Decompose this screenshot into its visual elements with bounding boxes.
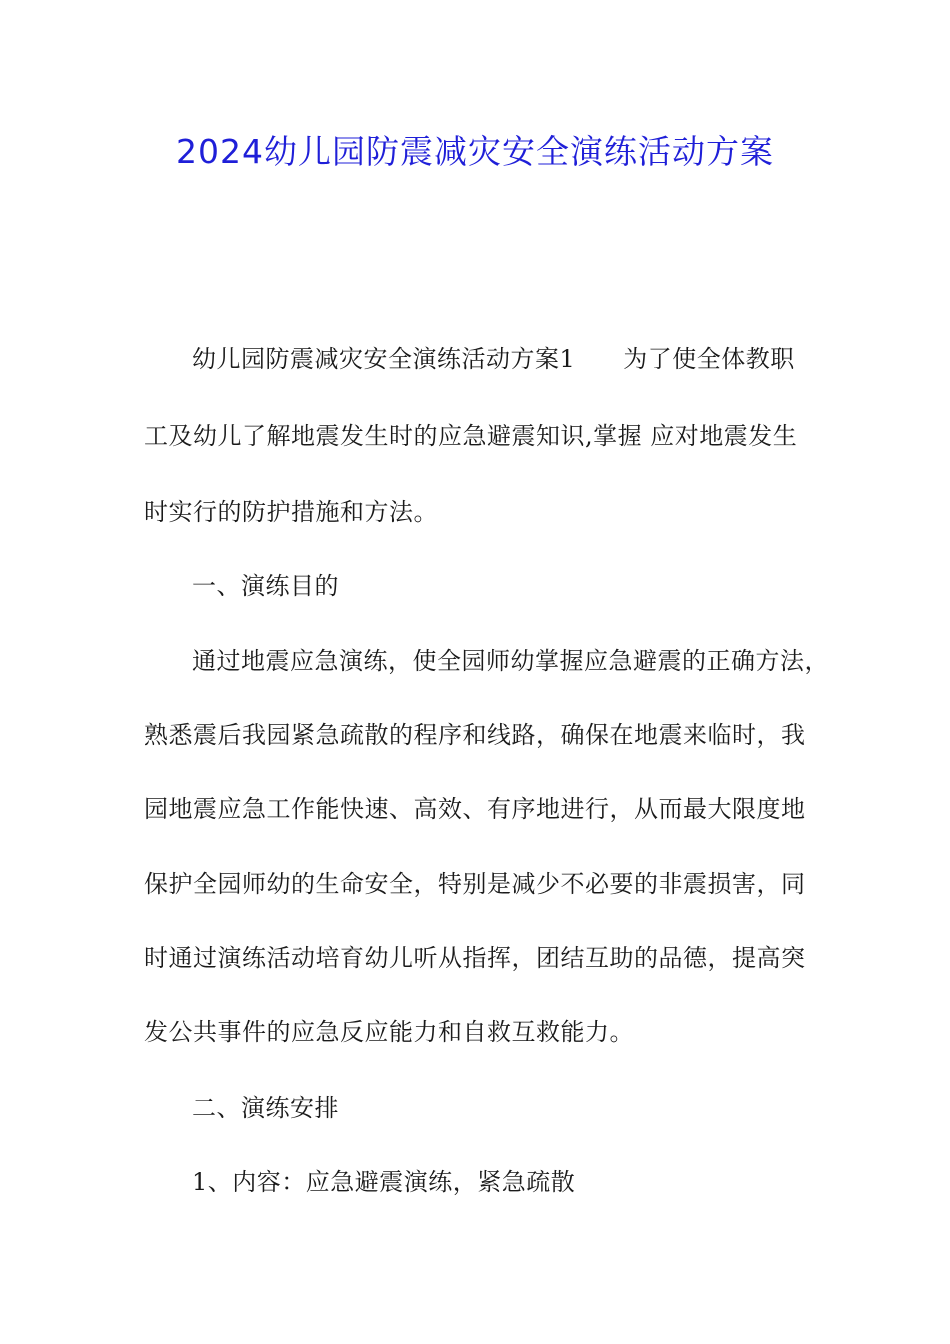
section-heading-purpose: 一、演练目的 <box>192 572 339 600</box>
purpose-paragraph-line: 园地震应急工作能快速、高效、有序地进行，从而最大限度地 <box>144 795 806 823</box>
plan-heading-text: 幼儿园防震减灾安全演练活动方案1 <box>192 345 576 373</box>
purpose-paragraph-line: 保护全园师幼的生命安全，特别是减少不必要的非震损害，同 <box>144 870 806 898</box>
intro-line-2: 工及幼儿了解地震发生时的应急避震知识,掌握 应对地震发生 <box>144 422 798 450</box>
purpose-paragraph-line: 时通过演练活动培育幼儿听从指挥，团结互助的品德，提高突 <box>144 944 806 972</box>
intro-line-1 <box>0 341 950 377</box>
section-heading-arrangement: 二、演练安排 <box>192 1094 339 1122</box>
purpose-paragraph-line: 熟悉震后我园紧急疏散的程序和线路，确保在地震来临时，我 <box>144 721 806 749</box>
arrangement-item-1: 1、内容：应急避震演练，紧急疏散 <box>192 1168 576 1196</box>
purpose-paragraph-line: 发公共事件的应急反应能力和自救互救能力。 <box>144 1018 634 1046</box>
purpose-paragraph-line: 通过地震应急演练，使全园师幼掌握应急避震的正确方法， <box>192 647 829 675</box>
document-title: 2024幼儿园防震减灾安全演练活动方案 <box>176 132 774 171</box>
intro-line-3: 时实行的防护措施和方法。 <box>144 498 438 526</box>
intro-text-start: 为了使全体教职 <box>623 345 795 373</box>
